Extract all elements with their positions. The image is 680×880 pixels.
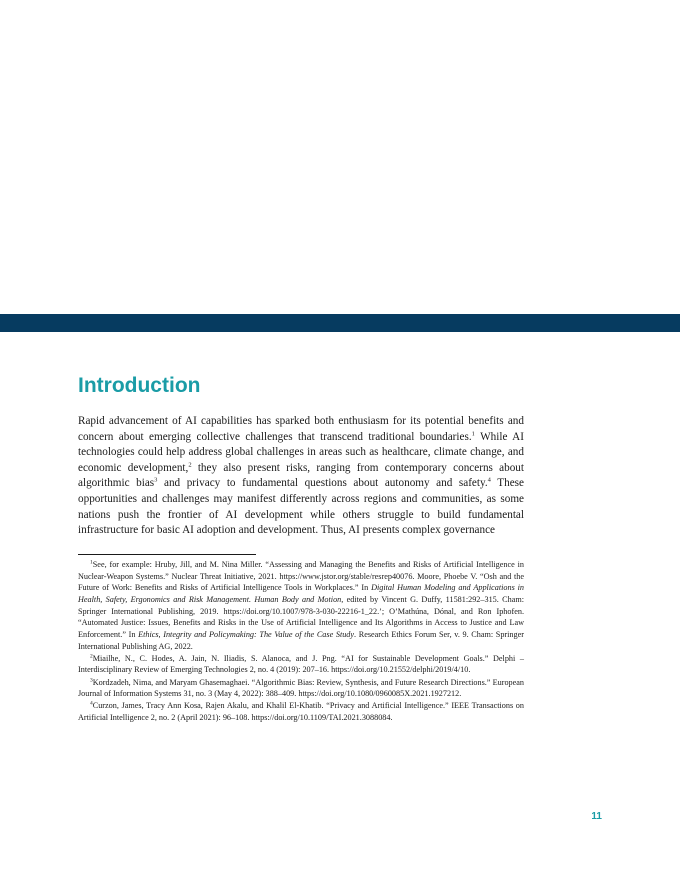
footnote-2-text: Miailhe, N., C. Hodes, A. Jain, N. Iliadis, S. Alanoca, and J. Png. “AI for Sustainable Development Goals.” Delphi – Interdisciplinary Review of Emerging Technologies 2, no. 4 (2019): 207–16. https://doi.org/10.21552/delphi/2019/4/10.	[78, 653, 524, 675]
footnote-4	[78, 700, 524, 723]
body-paragraph	[78, 414, 524, 539]
body-text-1: Rapid advancement of AI capabilities has sparked both enthusiasm for its potential benefits and concern about emerging collective challenges that transcend traditional boundaries.	[78, 415, 524, 443]
footnote-1-text-a: See, for example: Hruby, Jill, and M. Nina Miller. “Assessing and Managing the Benefits and Risks of Artificial Intelligence in Nuclear-Weapon Systems.” Nuclear Threat Initiative, 2021. https://www.jstor.org/stable/resrep40076. Moore, Phoebe V. “Osh and the Future of Work: Benefits and Risks of Artificial Intelligence Tools in Workplaces.” In	[78, 560, 524, 593]
footnote-ref-4[interactable]: 4	[487, 476, 491, 484]
body-text-5: These opportunities and challenges may manifest differently across regions and communities, as some nations push the frontier of AI development while others struggle to build fundamental infrastructure for basic AI adoption and development. Thus, AI presents complex governance	[78, 477, 524, 537]
footnote-3-text: Kordzadeh, Nima, and Maryam Ghasemaghaei. “Algorithmic Bias: Review, Synthesis, and Future Research Directions.” European Journal of Information Systems 31, no. 3 (May 4, 2022): 388–409. https://doi.org/10.1080/0960085X.2021.1927212.	[78, 677, 524, 699]
footnote-1-title-1: Digital Human Modeling and Applications in Health, Safety, Ergonomics and Risk Management. Human Body and Motion	[78, 583, 524, 604]
footnote-mark-4: 4	[90, 700, 93, 707]
footnote-4-text: Curzon, James, Tracy Ann Kosa, Rajen Akalu, and Khalil El-Khatib. “Privacy and Artificial Intelligence.” IEEE Transactions on Artificial Intelligence 2, no. 2 (April 2021): 96–108. https://doi.org/10.1109/TAI.2021.3088084.	[78, 701, 524, 723]
footnote-1	[78, 559, 524, 652]
footnote-ref-1[interactable]: 1	[471, 429, 475, 437]
footnote-2	[78, 653, 524, 676]
footnote-1-title-2: Ethics, Integrity and Policymaking: The Value of the Case Study	[138, 629, 355, 639]
footnote-1-text-b: , edited by Vincent G. Duffy, 11581:292–315. Cham: Springer International Publishing, 2019. https://doi.org/10.1007/978-3-030-22216-1_22.’; O’Mathúna, Dónal, and Ron Iphofen. “Automated Justice: Issues, Benefits and Risks in the Use of Artificial Intelligence and Its Algorithms in Access to Justice and Law Enforcement.” In	[78, 594, 524, 639]
footnote-ref-3[interactable]: 3	[154, 476, 158, 484]
footnote-mark-1: 1	[90, 559, 93, 566]
footnote-3	[78, 677, 524, 700]
header-band	[0, 314, 680, 332]
footnote-divider	[78, 554, 256, 555]
footnote-1-text-c: . Research Ethics Forum Ser, v. 9. Cham: Springer International Publishing AG, 2022.	[78, 629, 524, 651]
body-text-4: and privacy to fundamental questions about autonomy and safety.	[157, 477, 488, 490]
body-text-2: While AI technologies could help address global challenges in areas such as healthcare, climate change, and economic development,	[78, 430, 524, 474]
section-heading: Introduction	[78, 374, 201, 397]
footnote-ref-2[interactable]: 2	[188, 461, 192, 469]
page-number: 11	[591, 811, 602, 822]
footnote-mark-2: 2	[90, 653, 93, 660]
footnote-mark-3: 3	[90, 676, 93, 683]
footnotes	[78, 559, 524, 724]
body-text-3: they also present risks, ranging from contemporary concerns about algorithmic bias	[78, 461, 524, 490]
